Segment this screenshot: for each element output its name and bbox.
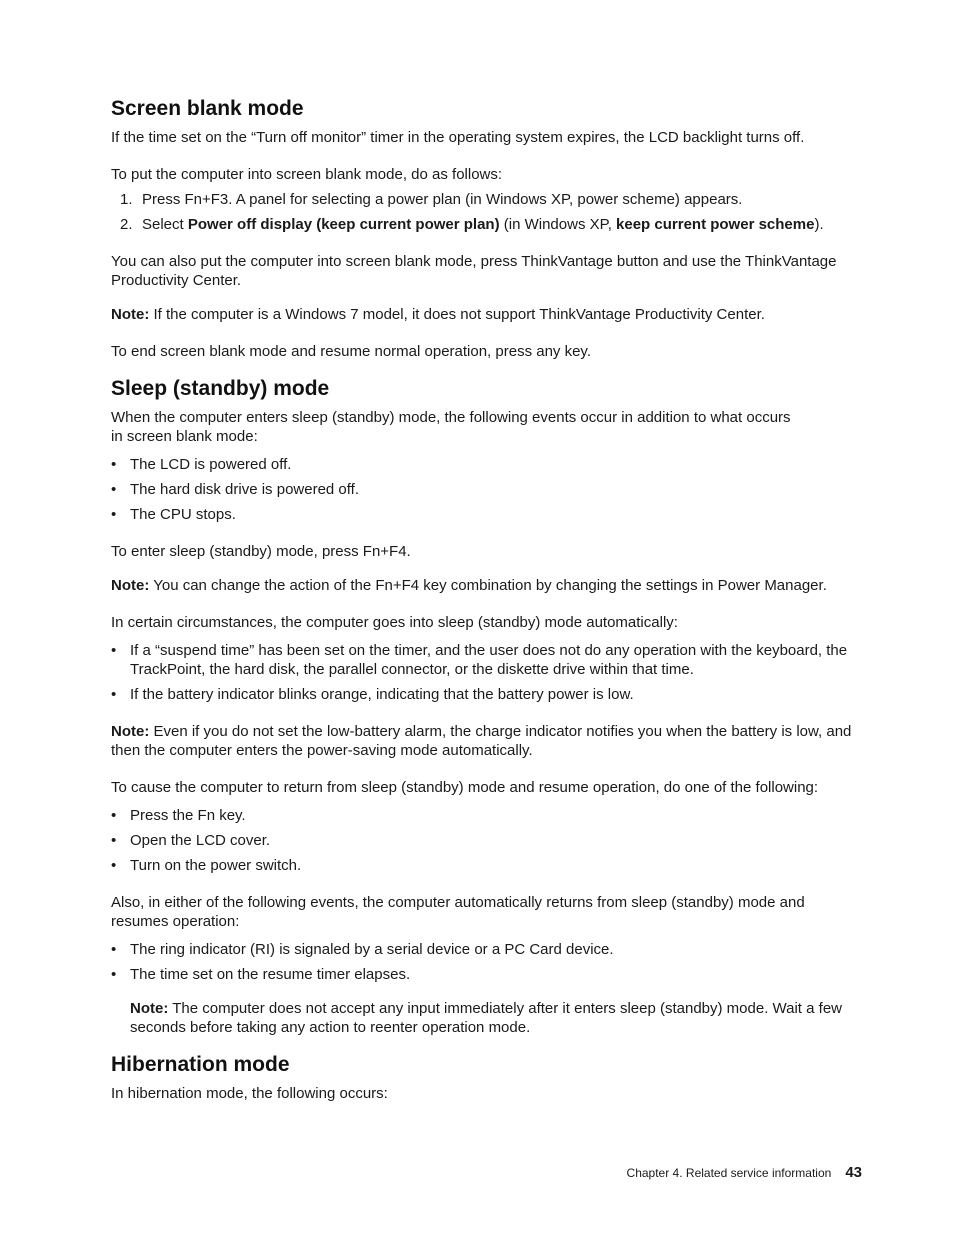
bullet: •: [111, 941, 117, 958]
paragraph: You can also put the computer into screen blank mode, press ThinkVantage button and use the ThinkVantage Productivity Center.: [111, 253, 837, 289]
heading-screen-blank-mode: Screen blank mode: [111, 97, 304, 120]
bullet-list: [111, 806, 863, 875]
bullet-list: [111, 940, 863, 984]
bullet: •: [111, 481, 117, 498]
list-item: [111, 190, 863, 209]
list-item-text: If the battery indicator blinks orange, indicating that the battery power is low.: [130, 686, 634, 703]
note-label: Note:: [111, 306, 150, 323]
heading-hibernation-mode: Hibernation mode: [111, 1053, 290, 1076]
footer-chapter: Chapter 4. Related service information: [626, 1166, 832, 1180]
note-text: You can change the action of the Fn+F4 key combination by changing the settings in Power Manager.: [149, 577, 827, 594]
paragraph: To put the computer into screen blank mode, do as follows:: [111, 166, 503, 183]
list-item-text: Turn on the power switch.: [130, 857, 302, 874]
bullet: •: [111, 642, 117, 659]
list-item: [111, 641, 863, 679]
paragraph: To cause the computer to return from sleep (standby) mode and resume operation, do one of the following:: [111, 779, 819, 796]
bullet: •: [111, 456, 117, 473]
note-label: Note:: [130, 1000, 169, 1017]
bullet: •: [111, 686, 117, 703]
bullet: •: [111, 857, 117, 874]
bullet-list: [111, 641, 863, 704]
numbered-list: [111, 190, 863, 234]
bullet: •: [111, 807, 117, 824]
list-item-text: If a “suspend time” has been set on the timer, and the user does not do any operation with the keyboard, the TrackPoint, the hard disk, the parallel connector, or the diskette drive within that time.: [130, 642, 848, 678]
ui-term: keep current power scheme: [616, 216, 815, 233]
list-item-text: Press Fn+F3. A panel for selecting a power plan (in Windows XP, power scheme) appears.: [142, 191, 743, 208]
paragraph: In certain circumstances, the computer goes into sleep (standby) mode automatically:: [111, 614, 678, 631]
paragraph: If the time set on the “Turn off monitor” timer in the operating system expires, the LCD backlight turns off.: [111, 129, 805, 146]
note-text: If the computer is a Windows 7 model, it does not support ThinkVantage Productivity Center.: [149, 306, 765, 323]
list-item: [111, 806, 863, 825]
list-item: [111, 965, 863, 984]
list-number: 2.: [120, 216, 133, 233]
list-item: [111, 480, 863, 499]
list-item-text: (in Windows XP,: [499, 216, 617, 233]
note-label: Note:: [111, 577, 150, 594]
paragraph-line: When the computer enters sleep (standby) mode, the following events occur in addition to what occurs: [111, 409, 791, 426]
list-item-text: Press the Fn key.: [130, 807, 246, 824]
paragraph: [111, 408, 863, 446]
heading-sleep-mode: Sleep (standby) mode: [111, 377, 330, 400]
note: [111, 305, 863, 324]
list-number: 1.: [120, 191, 133, 208]
bullet-list: [111, 455, 863, 524]
list-item-text: The LCD is powered off.: [130, 456, 292, 473]
list-item: [111, 940, 863, 959]
list-item-text: The CPU stops.: [130, 506, 236, 523]
bullet: •: [111, 832, 117, 849]
list-item: [111, 831, 863, 850]
note: [111, 576, 863, 595]
list-item: [111, 455, 863, 474]
paragraph: To enter sleep (standby) mode, press Fn+F4.: [111, 543, 411, 560]
note: [111, 722, 863, 760]
list-item-text: The time set on the resume timer elapses.: [130, 966, 411, 983]
list-item-text: The hard disk drive is powered off.: [130, 481, 360, 498]
note-label: Note:: [111, 723, 150, 740]
bullet: •: [111, 966, 117, 983]
note-text: The computer does not accept any input immediately after it enters sleep (standby) mode. Wait a few seconds before taking any action to reenter operation mode.: [130, 1000, 842, 1036]
paragraph: Also, in either of the following events, the computer automatically returns from sleep (standby) mode and resumes operation:: [111, 894, 805, 930]
list-item-text: The ring indicator (RI) is signaled by a serial device or a PC Card device.: [130, 941, 614, 958]
page-number: 43: [845, 1164, 862, 1181]
note-text: Even if you do not set the low-battery alarm, the charge indicator notifies you when the battery is low, and then the computer enters the power-saving mode automatically.: [111, 723, 852, 759]
note: [111, 999, 863, 1037]
page-content: [111, 96, 863, 1103]
list-item: [111, 685, 863, 704]
paragraph: To end screen blank mode and resume normal operation, press any key.: [111, 343, 591, 360]
paragraph: In hibernation mode, the following occurs:: [111, 1085, 388, 1102]
list-item: [111, 505, 863, 524]
list-item-text: Open the LCD cover.: [130, 832, 271, 849]
page-footer: [0, 1164, 862, 1182]
paragraph-line: in screen blank mode:: [111, 428, 258, 445]
list-item-text: ).: [814, 216, 824, 233]
list-item: [111, 856, 863, 875]
ui-term: Power off display (keep current power plan): [187, 216, 500, 233]
list-item: [111, 215, 863, 234]
list-item-text: Select: [142, 216, 188, 233]
bullet: •: [111, 506, 117, 523]
